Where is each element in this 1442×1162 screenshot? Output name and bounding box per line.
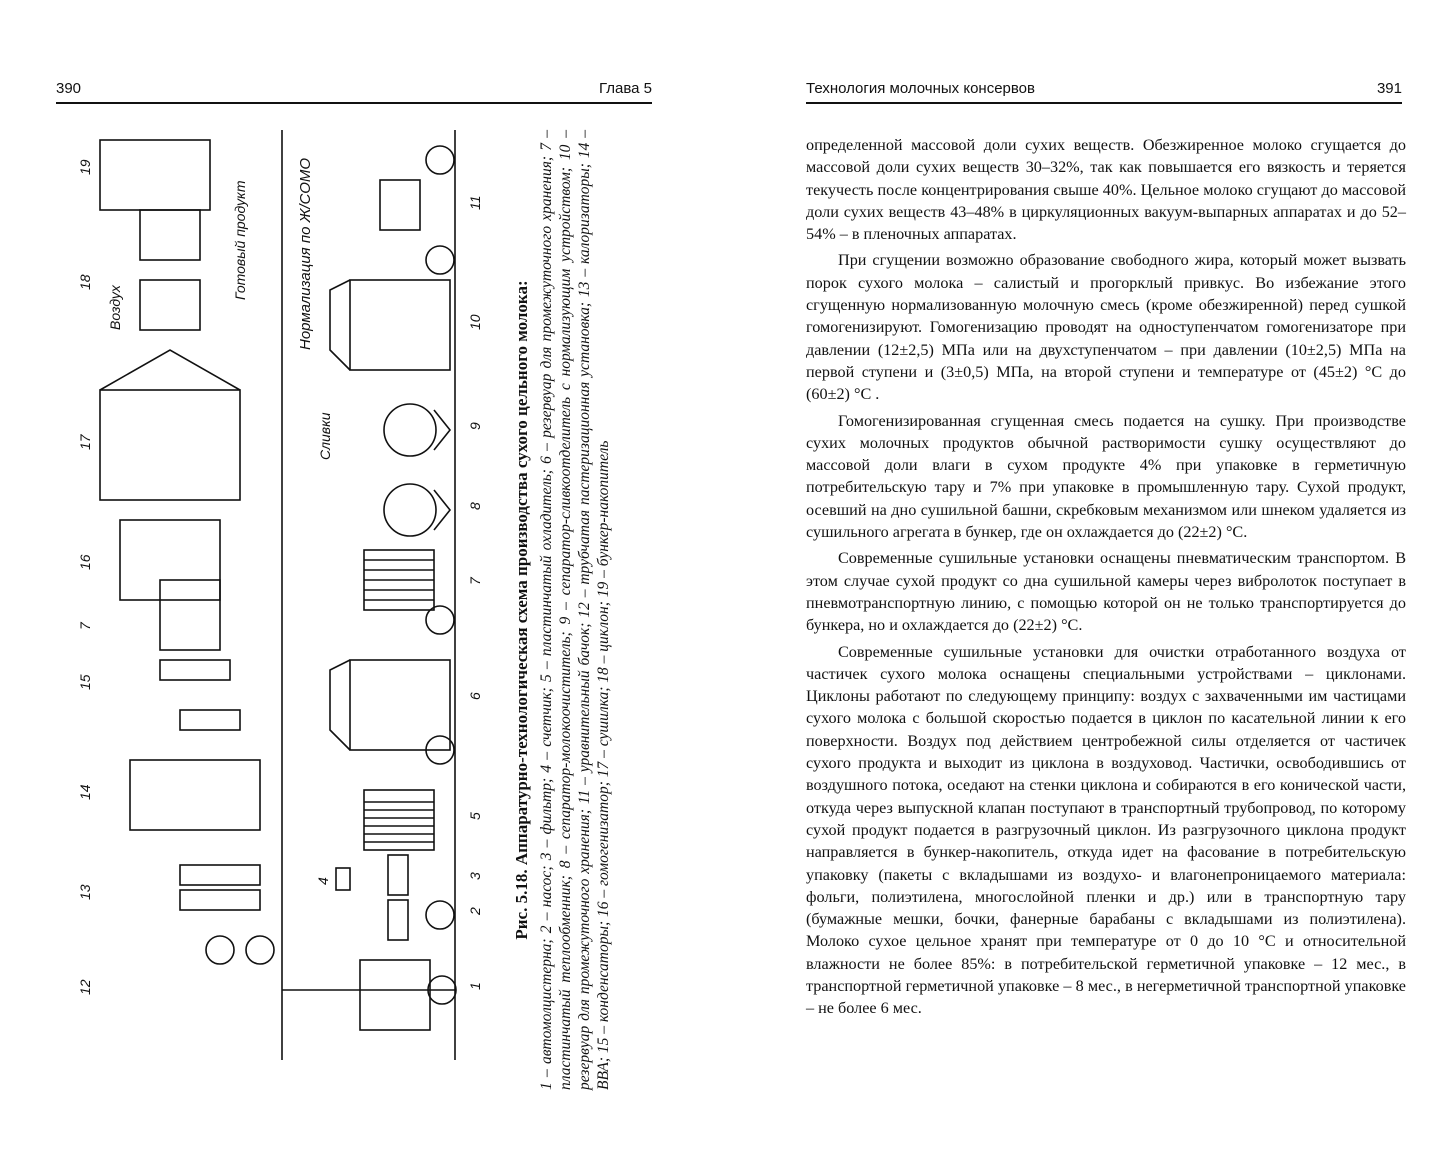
figure-num-4: 4 <box>315 877 331 885</box>
caption-text: Аппаратурно-технологическая схема производства сухого цельного молока: <box>512 280 531 866</box>
label-normalization: Нормализация по Ж/СОМО <box>297 157 314 350</box>
figure-num-1: 1 <box>467 982 483 990</box>
paragraph: Современные сушильные установки оснащены пневматическим транспортом. В этом случае сухой продукт со дна сушильной камеры через вибролоток поступает в пневмотранспортную линию, с помощью которой он не только транспортируется до бункера, но и охлаждается до (22±2) °С. <box>806 549 1406 635</box>
figure-num-9: 9 <box>467 422 483 430</box>
figure-num-8: 8 <box>467 502 483 510</box>
figure-num-15: 15 <box>77 674 93 690</box>
figure-num-5: 5 <box>467 812 483 820</box>
process-diagram <box>60 130 500 1090</box>
paragraph: При сгущении возможно образование свободного жира, который может вызвать порок сухого молока – салистый и прогорклый привкус. Во избежание этого сгущенную нормализованную молочную смесь (кроме обезжиренной) перед сушкой гомогенизируют. Гомогенизацию проводят на одноступенчатом гомогенизаторе при давлении (12±2,5) МПа или на двухступенчатом – при давлении (10±2,5) МПа на первой ступени и (3±0,5) МПа, на второй ступени и температуре от (45±2) °С до (60±2) °С . <box>806 251 1406 404</box>
figure-caption <box>512 130 613 1090</box>
label-cream: Сливки <box>317 412 333 460</box>
figure-num-17: 17 <box>77 434 93 450</box>
left-page-number: 390 <box>56 80 82 97</box>
figure-num-6: 6 <box>467 692 483 700</box>
figure-num-2: 2 <box>467 907 483 915</box>
right-running-head <box>806 80 1402 104</box>
figure-num-7b: 7 <box>77 622 93 630</box>
body-text <box>806 134 1406 1024</box>
figure-legend: 1 – автомолцистерна; 2 – насос; 3 – фильтр; 4 – счетчик; 5 – пластинчатый охладитель; 6 – резервуар для промежуточного хранения; 7 – пластинчатый теплообменник; 8 – сепаратор-молокоочиститель; 9 – сепаратор-сливкоотделитель с нормализующим устройством; 10 – резервуар для промежуточного хранения; 11 – уравнительный бачок; 12 – трубчатая пастеризационная установка; 13 – калоризаторы; 14 – ВВА; 15 – конденсаторы; 16 – гомогенизатор; 17 – сушилка; 18 – циклон; 19 – бункер-накопитель <box>538 130 612 1090</box>
paragraph: определенной массовой доли сухих веществ. Обезжиренное молоко сгущается до массовой доли сухих веществ 30–32%, так как повышается его вязкость и теряется текучесть после концентрирования свыше 40%. Цельное молоко сгущают до массовой доли сухих веществ 43–48% в циркуляционных вакуум-выпарных аппаратах и до 52–54% – в пленочных аппаратах. <box>806 136 1406 244</box>
paragraph: Современные сушильные установки для очистки отработанного воздуха от частичек сухого молока оснащены специальными устройствами – циклонами. Циклоны работают по следующему принципу: воздух с захваченными им частицами сухого молока с большой скоростью подается в циклон по касательной линии к его поверхности. Воздух под действием центробежной силы отделяется от частичек сухого продукта и выходит из циклона в воздуховод. Частички, освободившись от воздушного потока, оседают на стенки циклона и собираются в его конической части, откуда через выпускной клапан поступают в транспортный трубопровод, по которому сухой продукт подается в разгрузочный циклон. Из разгрузочного циклона продукт направляется в бункер-накопитель, откуда идет на фасование в потребительскую упаковку (пакеты с вкладышами из воздухо- и влагонепроницаемого материала: фольги, полиэтилена, многослойной пленки и др.) или в транспортную тару (бумажные мешки, бочки, фанерные барабаны с вкладышами из полиэтилена). Молоко сухое цельное хранят при температуре от 0 до 10 °С и относительной влажности не более 85%: в потребительской герметичной упаковке – 12 мес., в транспортной герметичной упаковке – 8 мес., в негерметичной транспортной упаковке – не более 6 мес. <box>806 642 1406 1018</box>
right-page-number: 391 <box>1376 80 1402 97</box>
left-running-head <box>56 80 652 104</box>
label-finished-product: Готовый продукт <box>232 180 248 300</box>
running-title: Технология молочных консервов <box>806 80 1035 97</box>
label-air: Воздух <box>107 285 123 330</box>
chapter-title: Глава 5 <box>598 80 652 97</box>
figure-num-13: 13 <box>77 884 93 900</box>
caption-number: Рис. 5.18. <box>512 869 531 940</box>
figure-num-12: 12 <box>77 979 93 995</box>
figure-num-19: 19 <box>77 159 93 175</box>
figure-num-14: 14 <box>77 784 93 800</box>
figure-block <box>60 130 660 1090</box>
caption-heading <box>512 130 531 1090</box>
figure-num-10: 10 <box>467 314 483 330</box>
figure-num-18: 18 <box>77 274 93 290</box>
left-page <box>0 0 720 1162</box>
figure-num-16: 16 <box>77 554 93 570</box>
figure-num-3: 3 <box>467 872 483 880</box>
figure-number-labels <box>77 159 483 995</box>
figure-num-11: 11 <box>467 195 483 210</box>
figure-num-7: 7 <box>467 577 483 585</box>
right-page <box>720 0 1442 1162</box>
paragraph: Гомогенизированная сгущенная смесь подается на сушку. При производстве сухих молочных продуктов обычной растворимости сушку осуществляют до массовой доли влаги в сухом продукте 4% при упаковке в герметичную потребительскую тару и 7% при упаковке в промышленную тару. Сухой продукт, осевший на дно сушильной башни, скребковым механизмом или шнеком удаляется из сушильного агрегата в бункер, где он охлаждается до (22±2) °С. <box>806 411 1406 542</box>
